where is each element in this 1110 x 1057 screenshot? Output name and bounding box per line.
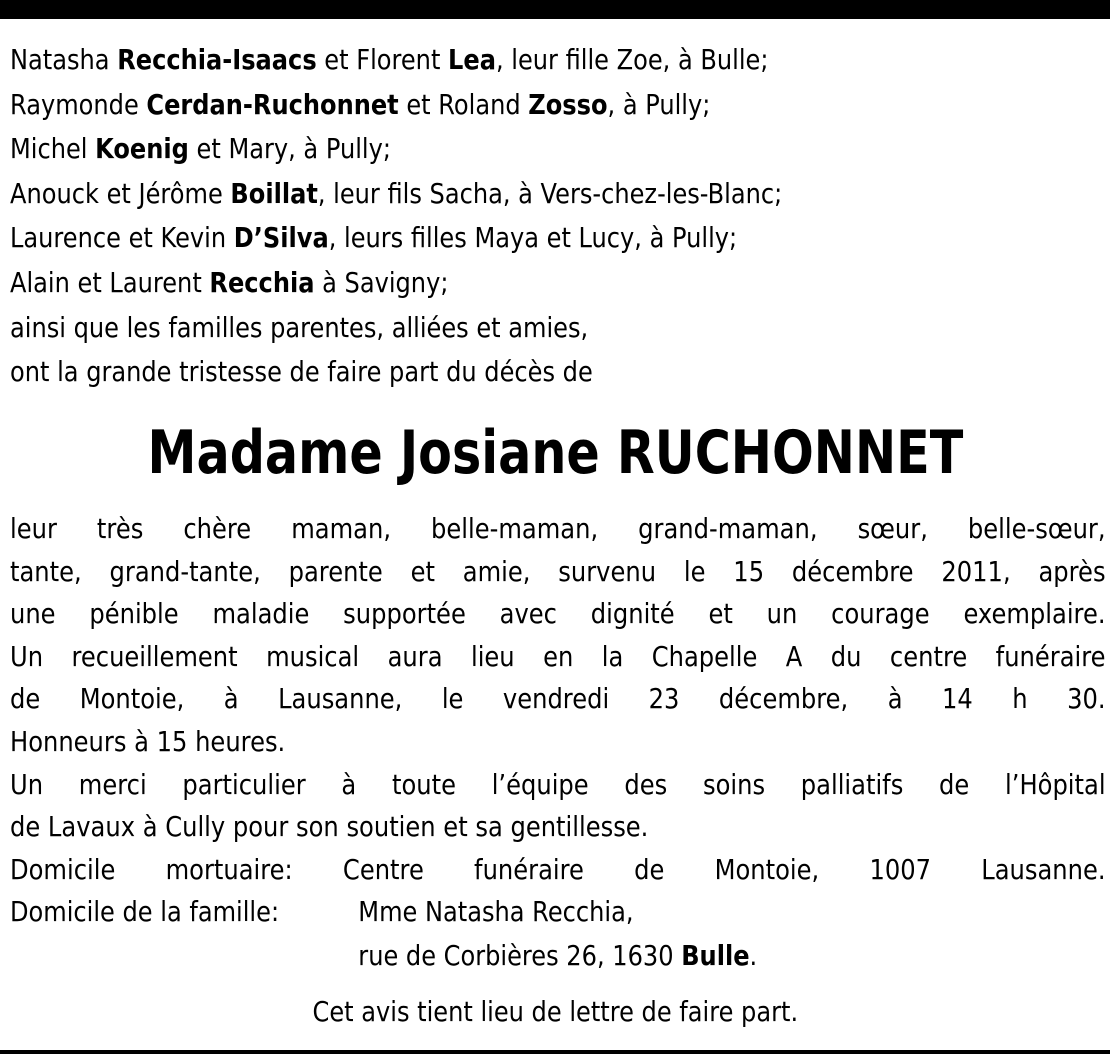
address-line-1: Mme Natasha Recchia, bbox=[358, 895, 634, 928]
family-text: et Roland bbox=[398, 87, 529, 121]
family-text: , leur fille Zoe, à Bulle; bbox=[495, 43, 769, 76]
family-text: et Mary, à Pully; bbox=[188, 132, 391, 166]
family-text: Alain et Laurent bbox=[10, 265, 210, 299]
body-line: Un merci particulier à toute l’équipe des soins palliatifs de l’Hôpital bbox=[10, 767, 1106, 801]
top-rule bbox=[0, 0, 1110, 19]
announcement-body bbox=[10, 508, 1106, 891]
bottom-rule bbox=[0, 1050, 1110, 1054]
family-line bbox=[10, 216, 952, 261]
family-line bbox=[10, 38, 952, 83]
family-text: , leurs filles Maya et Lucy, à Pully; bbox=[328, 221, 738, 255]
family-text: et Florent bbox=[316, 43, 449, 76]
family-surname: Koenig bbox=[95, 132, 189, 166]
family-text: Michel bbox=[10, 132, 96, 166]
address-line-2 bbox=[358, 934, 757, 978]
address-label: Domicile de la famille: bbox=[10, 895, 280, 928]
deceased-name-heading bbox=[0, 418, 1110, 488]
family-text: ainsi que les familles parentes, alliées et amies, bbox=[10, 310, 589, 344]
family-surname: Recchia-Isaacs bbox=[117, 43, 317, 76]
body-line: leur très chère maman, belle-maman, grand-maman, sœur, belle-sœur, bbox=[10, 512, 1106, 545]
family-surname: D’Silva bbox=[233, 221, 329, 255]
family-surname: Boillat bbox=[230, 176, 318, 210]
closing-text: Cet avis tient lieu de lettre de faire part. bbox=[312, 995, 798, 1028]
family-line bbox=[10, 350, 952, 395]
family-text: ont la grande tristesse de faire part du décès de bbox=[10, 355, 593, 389]
family-list bbox=[10, 38, 952, 395]
family-surname: Zosso bbox=[528, 87, 608, 121]
family-text: à Savigny; bbox=[314, 265, 449, 299]
family-text: Laurence et Kevin bbox=[10, 221, 234, 255]
address-spacer bbox=[10, 934, 358, 978]
family-surname: Lea bbox=[448, 43, 496, 76]
family-line bbox=[10, 127, 952, 172]
family-surname: Cerdan-Ruchonnet bbox=[146, 87, 399, 121]
body-line: une pénible maladie supportée avec dignité et un courage exemplaire. bbox=[10, 597, 1106, 631]
family-text: , à Pully; bbox=[607, 87, 711, 121]
body-line: tante, grand-tante, parente et amie, survenu le 15 décembre 2011, après bbox=[10, 554, 1106, 588]
family-line bbox=[10, 172, 952, 217]
body-line: Honneurs à 15 heures. bbox=[10, 724, 286, 758]
address-street: rue de Corbières 26, 1630 bbox=[358, 939, 682, 972]
closing-note bbox=[0, 990, 1110, 1034]
family-text: , leur fils Sacha, à Vers-chez-les-Blanc; bbox=[317, 176, 783, 210]
family-address bbox=[10, 890, 757, 978]
family-text: Raymonde bbox=[10, 87, 147, 121]
address-town: Bulle bbox=[681, 939, 750, 972]
deceased-name: Madame Josiane RUCHONNET bbox=[147, 418, 963, 488]
address-period: . bbox=[749, 939, 758, 972]
body-line: de Lavaux à Cully pour son soutien et sa gentillesse. bbox=[10, 810, 649, 844]
family-line bbox=[10, 83, 952, 128]
family-text: Anouck et Jérôme bbox=[10, 176, 231, 210]
body-line: de Montoie, à Lausanne, le vendredi 23 décembre, à 14 h 30. bbox=[10, 682, 1106, 716]
family-line bbox=[10, 261, 952, 306]
body-line: Domicile mortuaire: Centre funéraire de Montoie, 1007 Lausanne. bbox=[10, 852, 1106, 886]
family-text: Natasha bbox=[10, 43, 118, 76]
body-line: Un recueillement musical aura lieu en la Chapelle A du centre funéraire bbox=[10, 639, 1106, 673]
family-surname: Recchia bbox=[209, 265, 315, 299]
family-line bbox=[10, 306, 952, 351]
